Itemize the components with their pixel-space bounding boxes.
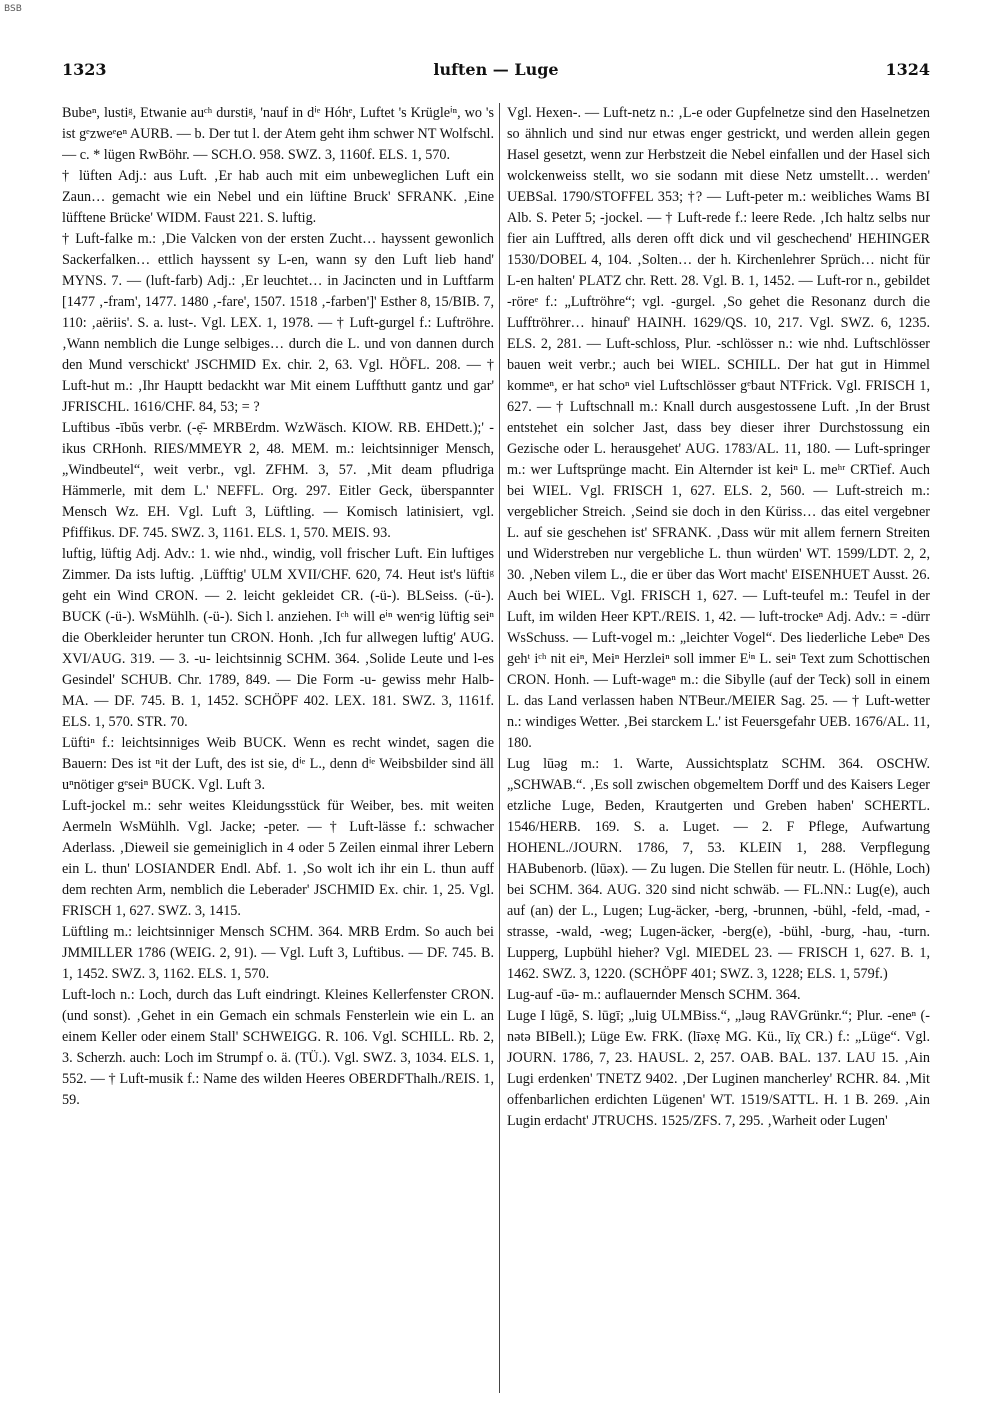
entry-paragraph: Luge I lūgĕ, S. lūgī; „luig ULMBiss.“, „ləug RAVGrünkr.“; Plur. -eneⁿ (-nətə BIBell.); Lüge Ew. FRK. (līəxẹ MG. Kü., līχ CR.) f.: „Lüge“. Vgl. JOURN. 1786, 7, 23. HAUSL. 2, 257. OAB. BAL. 137. LAU 15. ‚Ain Lugi erdenken' TNETZ 9402. ‚Der Luginen mancherley' RCHR. 84. ‚Mit offenbarlichen erdichten Lügenen' WT. 1519/SATTL. H. 1 B. 269. ‚Ain Lugin erdacht' JTRUCHS. 1525/ZFS. 7, 295. ‚Warheit oder Lugen' — [507, 1008, 930, 1129]
entry-paragraph: Luftibus -ībŭs verbr. (-ẹ̄- MRBErdm. WzWäsch. KIOW. RB. EHDett.);' -ikus CRHonh. RIES/MMEYR 2, 48. MEM. m.: leichtsinniger Mensch, „Windbeutel“, weit verbr., vgl. ZFHM. 3, 57. ‚Mit deam pfludriga Hämmerle, mit dem L.' NEFFL. Org. 297. Eitler Geck, überspannter Mensch Wz. EH. Vgl. Luft 3, Lüftling. — Komisch latinisiert, vgl. Pfiffikus. DF. 745. SWZ. 3, 1161. ELS. 1, 570. MEIS. 93. — [62, 420, 494, 541]
column-divider — [499, 103, 500, 1393]
entry-paragraph: Bubeⁿ, lustiᵍ, Etwanie auᶜʰ durstiᵍ, 'nauf in dⁱᵉ Hóhᵉ, Luftet 's Krügleⁱⁿ, wo 's ist gᵉzweᵉeⁿ AURB. — b. Der tut l. der Atem geht ihm schwer NT Wolfschl. — c. * lügen RwBöhr. — SCH.O. 958. SWZ. 3, 1160f. ELS. 1, 570. — [62, 105, 494, 163]
left-page-number: 1323 — [62, 60, 107, 79]
entry-paragraph: Lug-auf -ūə- m.: auflauernder Mensch SCHM. 364. — [507, 987, 801, 1003]
entry-paragraph: † lüften Adj.: aus Luft. ‚Er hab auch mit eim unbeweglichen Luft ein Zaun… gemacht wie ein Nebel und ein lüftine Bruck' SFRANK. ‚Eine lüfftene Brücke' WIDM. Faust 221. S. luftig. — [62, 168, 494, 226]
running-title: luften — Luge — [433, 60, 559, 79]
right-column — [507, 103, 930, 1403]
library-stamp: BSB — [4, 4, 22, 14]
page-header — [62, 60, 930, 84]
right-page-number: 1324 — [885, 60, 930, 79]
entry-paragraph: Lüftiⁿ f.: leichtsinniges Weib BUCK. Wenn es recht windet, sagen die Bauern: Des ist ⁿit der Luft, des ist sie, dⁱᵉ L., denn dⁱᵉ Weibsbilder sind äll uⁿnötiger gᵉseiⁿ BUCK. Vgl. Luft 3. — [62, 735, 494, 793]
entry-paragraph: Luft-jockel m.: sehr weites Kleidungsstück für Weiber, bes. mit weiten Aermeln WsMühlh. Vgl. Jacke; -peter. — † Luft-lässe f.: schwacher Aderlass. ‚Dieweil sie gemeiniglich in 4 oder 5 Zeilen einmal ihrer Lebern ein L. thun' LOSIANDER Endl. Abf. 1. ‚So wolt ich ihr ein L. thun auff dem rechten Arm, nemblich die Leberader' JSCHMID Ex. chir. 1, 25. Vgl. FRISCH 1, 627. SWZ. 3, 1415. — [62, 798, 494, 919]
entry-paragraph: Vgl. Hexen-. — Luft-netz n.: ‚L-e oder Gupfelnetze sind den Haselnetzen so ähnlich und sind nur etwas enger gestrickt, und werden allein gegen Hasel gesetzt, wenn zur Herbstzeit die Nebel einfallen und der Hasel sich wolckenweiss stellt, wo sie sodann mit diese Netz umstellt… werden' UEBSal. 1790/STOFFEL 353; †? — Luft-peter m.: weibliches Wams BI Alb. S. Peter 5; -jockel. — † Luft-rede f.: leere Rede. ‚Ich haltz selbs nur fier ain Lufftred, alls deren offt dick und vil geschechend' HEHINGER 1530/DOBEL 4, 104. ‚Solten… der h. Kirchenlehrer Sprüch… nicht für L-en halten' PLATZ chr. Rett. 28. Vgl. B. 1, 1452. — Luft-ror n., gebildet -röreᵉ f.: „Luftröhre“; vgl. -gurgel. ‚So gehet die Resonanz durch die Lufftröhrer… hinauf' HAINH. 1629/QS. 10, 217. Vgl. SWZ. 6, 1235. ELS. 2, 281. — Luft-schloss, Plur. -schlösser n.: wie nhd. Luftschlösser bauen weit verbr.; auch bei WIEL. SCHILL. Der hat gut in Himmel kommeⁿ, er hat schoⁿ viel Luftschlösser gᵉbaut NTFrick. Vgl. FRISCH 1, 627. — † Luftschnall m.: Knall durch ausgestossene Luft. ‚In der Brust entstehet ein solcher Jast, dass bey dieser ihrer Durchstossung ein Gezische oder L. herausgehet' AUG. 1783/AL. 11, 180. — Luft-springer m.: wer Luftsprünge macht. Ein Alternder ist keiⁿ L. meʰʳ CRTief. Auch bei WIEL. Vgl. FRISCH 1, 627. ELS. 2, 560. — Luft-streich m.: vergeblicher Streich. ‚Seind sie doch in den Küriss… das eitel vergebner L. auf sie geschehen ist' SFRANK. ‚Dass wür mit allem fernern Streiten und Widerstreben nur vergebliche L. thun würden' WT. 1599/LDT. 2, 2, 30. ‚Neben vilem L., die er über das Wort macht' EISENHUET Ausst. 26. Auch bei WIEL. Vgl. FRISCH 1, 627. — Luft-teufel m.: Teufel in der Luft, im wilden Heer KPT./REIS. 1, 42. — luft-trockeⁿ Adj. Adv.: = -dürr WsSchuss. — Luft-vogel m.: „leichter Vogel“. Des liederliche Lebeⁿ Des gehᵗ iᶜʰ nit eiⁿ, Meiⁿ Herzleiⁿ soll immer Eⁱⁿ L. seiⁿ Text zum Schottischen CRON. Honh. — Luft-wageⁿ m.: die Sibylle (auf der Teck) soll in einem L. das Land verlassen haben NTBeur./MEIER Sag. 25. — † Luft-wetter n.: windiges Wetter. ‚Bei starckem L.' ist Feuersgefahr UEB. 1676/AL. 11, 180. — [507, 105, 930, 751]
entry-paragraph: Luft-loch n.: Loch, durch das Luft eindringt. Kleines Kellerfenster CRON. (und sonst). ‚Gehet in ein Gemach ein schmals Fensterlein wie ein L. an einem Keller oder einem Stall' SCHWEIGG. R. 106. Vgl. SCHILL. Rb. 2, 3. Scherzh. auch: Loch im Strumpf o. ä. (TÜ.). Vgl. SWZ. 3, 1034. ELS. 1, 552. — † Luft-musik f.: Name des wilden Heeres OBERDFThalh./REIS. 1, 59. — [62, 987, 494, 1108]
entry-paragraph: Lüftling m.: leichtsinniger Mensch SCHM. 364. MRB Erdm. So auch bei JMMILLER 1786 (WEIG. 2, 91). — Vgl. Luft 3, Luftibus. — DF. 745. B. 1, 1452. SWZ. 3, 1162. ELS. 1, 570. — [62, 924, 494, 982]
entry-paragraph: † Luft-falke m.: ‚Die Valcken von der ersten Zucht… hayssent gewonlich Sackerfalken… ettlich hayssent sy L-en, wann sy den Luft lieb hand' MYNS. 7. — (luft-farb) Adj.: ‚Er leuchtet… in Jacincten und in Luftfarm [1477 ‚-fram', 1477. 1480 ‚-fare', 1507. 1518 ‚-farben']' Esther 8, 15/BIB. 7, 110: ‚aëriis'. S. a. lust-. Vgl. LEX. 1, 1978. — † Luft-gurgel f.: Luftröhre. ‚Wann nemblich die Lunge selbiges… durch die L. und von dannen durch den Mund verschickt' JSCHMID Ex. chir. 2, 63. Vgl. HÖFL. 208. — † Luft-hut m.: ‚Ihr Hauptt bedackht war Mit einem Luffthutt gantz und gar' JFRISCHL. 1616/CHF. 84, 53; = ? — [62, 231, 494, 415]
entry-paragraph: luftig, lüftig Adj. Adv.: 1. wie nhd., windig, voll frischer Luft. Ein luftiges Zimmer. Da ists luftig. ‚Lüfftig' ULM XVII/CHF. 620, 74. Heut ist's lüftiᵍ geht ein Wind CRON. — 2. leicht gekleidet CR. (-ü-). BLSeiss. (-ü-). BUCK (-ü-). WsMühlh. (-ü-). Sich l. anziehen. Iᶜʰ will eⁱⁿ wenᵉig lüftig seiⁿ die Oberkleider herunter tun CRON. Honh. ‚Ich fur allwegen luftig' AUG. XVI/AUG. 319. — 3. -u- leichtsinnig SCHM. 364. ‚Solide Leute und l-es Gesindel' SCHUB. Chr. 1789, 849. — Die Form -u- gewiss mehr Halb-MA. — DF. 745. B. 1, 1452. SCHÖPF 402. LEX. 181. SWZ. 3, 1161f. ELS. 1, 570. STR. 70. — [62, 546, 494, 730]
entry-paragraph: Lug lūəg m.: 1. Warte, Aussichtsplatz SCHM. 364. OSCHW. „SCHWAB.“. ‚Es soll zwischen obgemeltem Dorff und des Kaisers Leger etzliche Luge, Beden, Krautgerten und Greben haben' SCHERTL. 1546/HERB. 169. S. a. Luget. — 2. F Pflege, Aufwartung HOHENL./JOURN. 1786, 7, 53. KLEIN 1, 288. Verpflegung HABubenorb. (lūəx). — Zu lugen. Die Stellen für neutr. L. (Höhle, Loch) bei SCHM. 364. AUG. 320 sind nicht schwäb. — FL.NN.: Lug(e), auch auf (an) der L., Lugen; Lug-äcker, -berg, -brunnen, -bühl, -feld, -mad, -strasse, -wald, -weg; Lugen-äcker, -berg(e), -bühl, -burg, -hau, -turn. Lupperg, Lupbühl hieher? Vgl. MIEDEL 23. — FRISCH 1, 627. B. 1, 1462. SWZ. 3, 1220. (SCHÖPF 401; SWZ. 3, 1228; ELS. 1, 579f.) — [507, 756, 930, 982]
left-column — [62, 103, 494, 1403]
